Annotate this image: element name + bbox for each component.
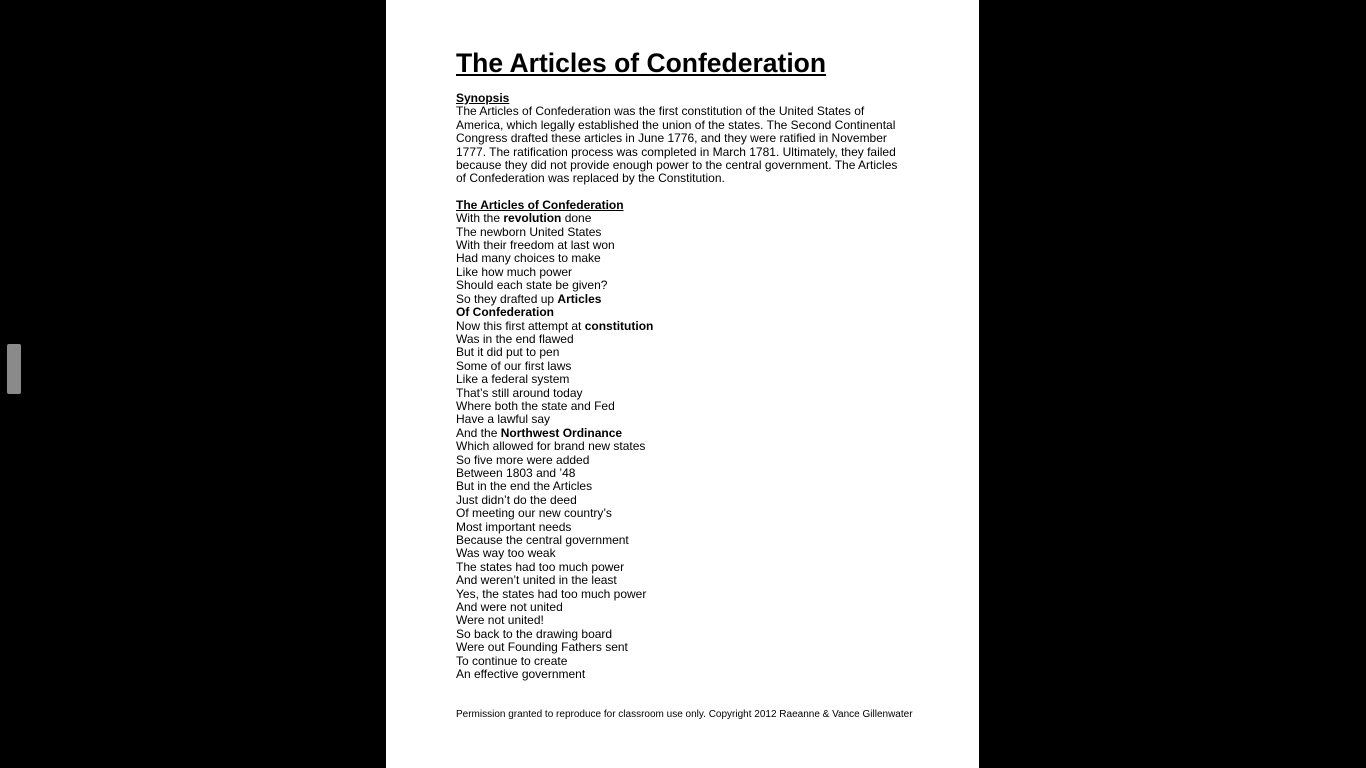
poem-line (456, 467, 916, 480)
poem-text: Had many choices to make (456, 251, 601, 266)
poem-line (456, 252, 916, 265)
poem-line (456, 279, 916, 292)
poem-line (456, 655, 916, 668)
poem-text: Was way too weak (456, 546, 556, 561)
poem-text: Just didn’t do the deed (456, 492, 577, 507)
poem-text: Between 1803 and ’48 (456, 465, 576, 480)
poem-line (456, 641, 916, 654)
poem-line (456, 306, 916, 319)
poem-text: Where both the state and Fed (456, 398, 615, 413)
poem-line (456, 226, 916, 239)
poem-text: So back to the drawing board (456, 626, 613, 641)
poem-text: Now this first attempt at (456, 318, 585, 333)
poem-line (456, 628, 916, 641)
poem-text: With the (456, 211, 504, 226)
poem-bold-term: Of Confederation (456, 305, 554, 320)
poem-line (456, 320, 916, 333)
poem-text: Should each state be given? (456, 278, 608, 293)
poem-line (456, 494, 916, 507)
poem-line (456, 212, 916, 225)
page-content (456, 46, 916, 681)
document-page (386, 0, 979, 768)
poem-line (456, 440, 916, 453)
poem-text: With their freedom at last won (456, 238, 615, 253)
poem-text: So they drafted up (456, 291, 558, 306)
poem-line (456, 454, 916, 467)
poem-line (456, 534, 916, 547)
poem-text: Yes, the states had too much power (456, 586, 647, 601)
poem-text: Like how much power (456, 264, 573, 279)
poem-line (456, 521, 916, 534)
poem-line (456, 601, 916, 614)
poem-line (456, 574, 916, 587)
poem-line (456, 333, 916, 346)
poem-text: So five more were added (456, 452, 590, 467)
poem-bold-term: Articles (557, 291, 602, 306)
poem-text: Like a federal system (456, 372, 570, 387)
page-title: The Articles of Confederation (456, 48, 827, 78)
poem-bold-term: constitution (584, 318, 654, 333)
poem-line (456, 561, 916, 574)
poem-line (456, 266, 916, 279)
poem-text: done (561, 211, 592, 226)
poem-lines (456, 212, 916, 681)
poem-text: The states had too much power (456, 559, 625, 574)
poem-text: Which allowed for brand new states (456, 439, 646, 454)
poem-line (456, 547, 916, 560)
synopsis-heading: Synopsis (456, 91, 510, 105)
poem-text: That’s still around today (456, 385, 583, 400)
poem-bold-term: Northwest Ordinance (500, 425, 623, 440)
poem-text: Of meeting our new country’s (456, 506, 612, 521)
side-panel-handle[interactable] (7, 344, 21, 394)
poem-text: But it did put to pen (456, 345, 560, 360)
poem-text: To continue to create (456, 653, 568, 668)
copyright-footer: Permission granted to reproduce for classroom use only. Copyright 2012 Raeanne & Vance Gillenwater (456, 709, 913, 720)
poem-text: An effective government (456, 667, 586, 682)
poem-text: Was in the end flawed (456, 331, 574, 346)
poem-line (456, 427, 916, 440)
poem-text: Were out Founding Fathers sent (456, 640, 628, 655)
poem-line (456, 480, 916, 493)
poem-text: And weren’t united in the least (456, 573, 617, 588)
poem-line (456, 346, 916, 359)
poem-text: The newborn United States (456, 224, 602, 239)
poem-text: Were not united! (456, 613, 544, 628)
poem-bold-term: revolution (503, 211, 562, 226)
poem-text: Some of our first laws (456, 358, 572, 373)
poem-line (456, 614, 916, 627)
poem-text: Because the central government (456, 533, 629, 547)
poem-line (456, 360, 916, 373)
poem-line (456, 293, 916, 306)
poem-text: Most important needs (456, 519, 572, 534)
poem-line (456, 400, 916, 413)
poem-text: But in the end the Articles (456, 479, 593, 494)
poem-line (456, 373, 916, 386)
poem-line (456, 239, 916, 252)
synopsis-text: The Articles of Confederation was the first constitution of the United States of America, which legally established the union of the states. The Second Continental Congress drafted these articles in June 1776, and they were ratified in November 1777. The ratification process was completed in March 1781. Ultimately, they failed because they did not provide enough power to the central government. The Articles of Confederation was replaced by the Constitution. (456, 104, 898, 186)
poem-line (456, 588, 916, 601)
poem-text: Have a lawful say (456, 412, 551, 427)
poem-line (456, 507, 916, 520)
poem-text: And were not united (456, 600, 563, 615)
poem-line (456, 413, 916, 426)
poem-line (456, 668, 916, 681)
poem-text: And the (456, 425, 501, 440)
poem-heading: The Articles of Confederation (456, 197, 624, 212)
poem-line (456, 387, 916, 400)
